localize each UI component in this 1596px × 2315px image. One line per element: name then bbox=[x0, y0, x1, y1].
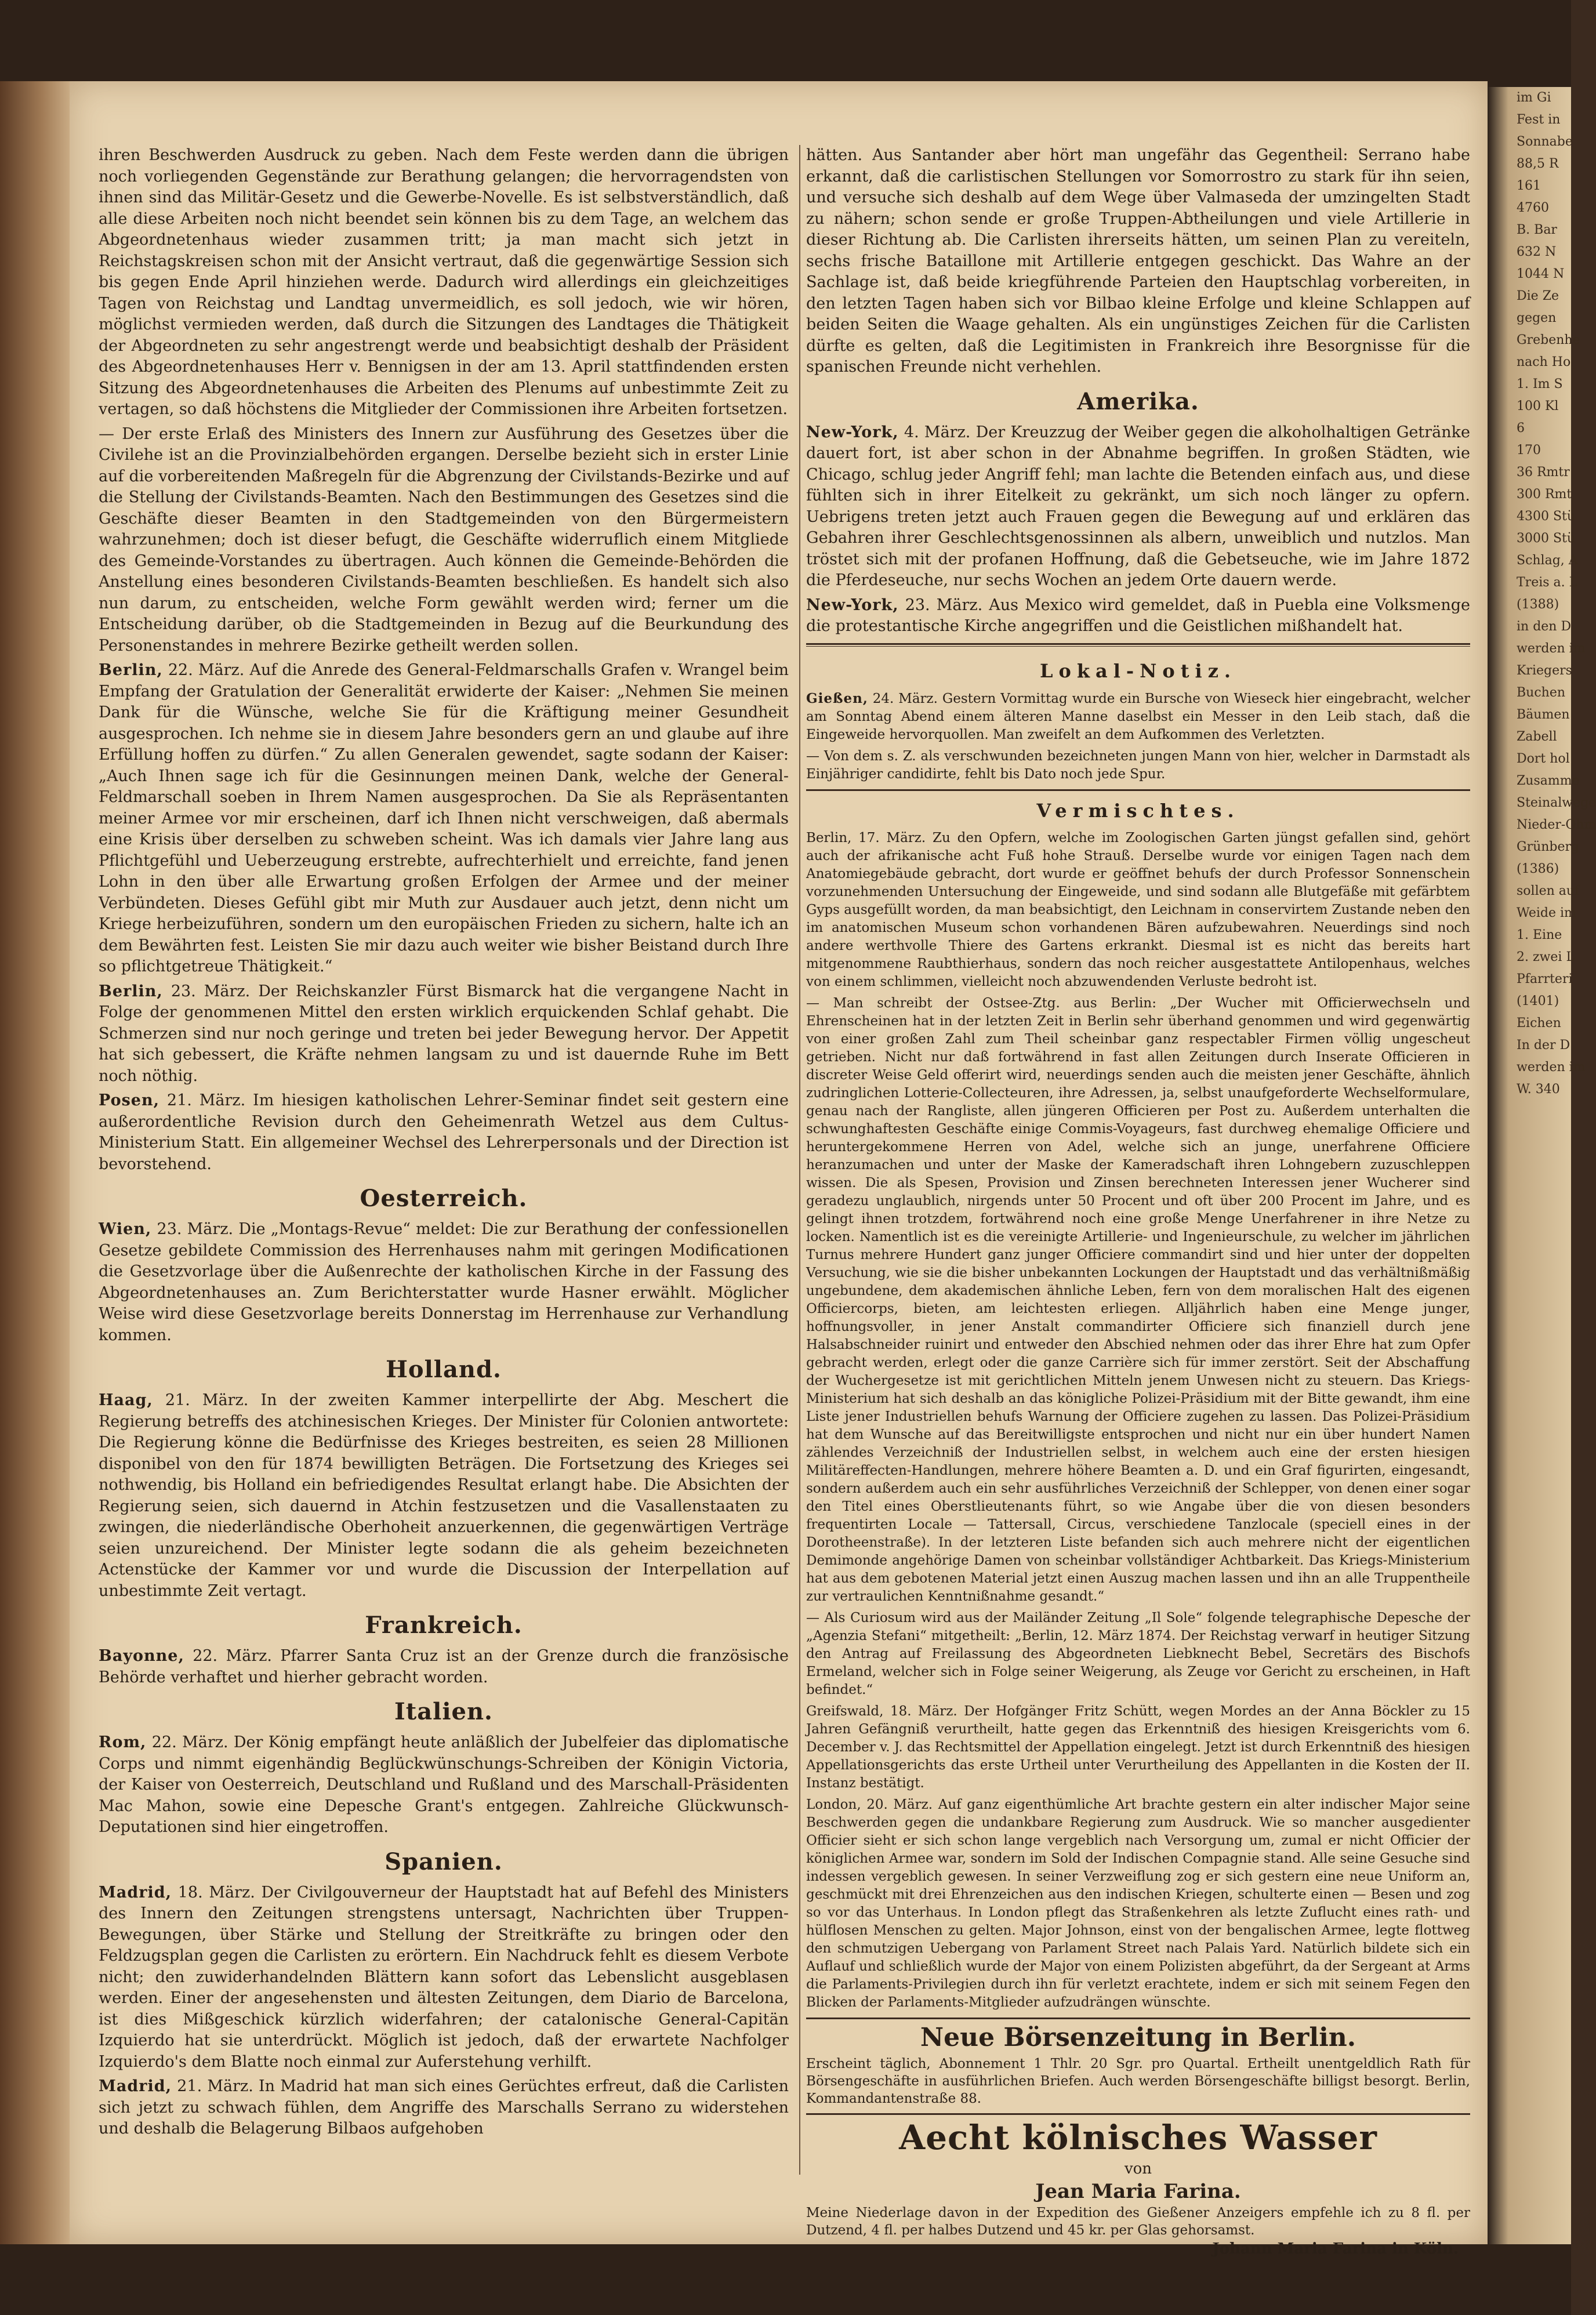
news-item-madrid-1 bbox=[99, 1882, 789, 2073]
adjacent-page-fragment: 300 Rmt bbox=[1517, 487, 1572, 502]
item-text: 22. März. Pfarrer Santa Cruz ist an der Grenze durch die französische Behörde verhaftet und hierher gebracht worden. bbox=[99, 1647, 789, 1686]
dateline: Berlin, bbox=[99, 982, 163, 1000]
dateline: Rom, bbox=[99, 1733, 147, 1751]
news-item-berlin-bismarck bbox=[99, 981, 789, 1087]
section-heading-oesterreich: Oesterreich. bbox=[360, 1185, 528, 1212]
advert-boersenzeitung-title: Neue Börsenzeitung in Berlin. bbox=[920, 2022, 1356, 2052]
news-item-bayonne bbox=[99, 1646, 789, 1688]
adjacent-page-fragment: (1386) bbox=[1517, 862, 1559, 876]
left-column bbox=[99, 145, 789, 2143]
dateline: New-York, bbox=[806, 596, 899, 614]
advert-signature: Johann Maria Farina in Köln. bbox=[1212, 2240, 1459, 2258]
dateline: Gießen, bbox=[806, 690, 868, 706]
vermischtes-greifswald: Greifswald, 18. März. Der Hofgänger Fritz Schütt, wegen Mordes an der Anna Böckler zu 15 Jahren Gefängniß verurtheilt, hatte gegen das Erkenntniß des hiesigen Kreisgerichts vom 6. December v. J. das Rechtsmittel der Appellation eingelegt. Jetzt ist durch Erkenntniß des hiesigen Appellationsgerichts das erste Urtheil unter Verurtheilung des Appellanten in die Kosten der II. Instanz bestätigt. bbox=[806, 1703, 1470, 1791]
adjacent-page-fragment: B. Bar bbox=[1517, 223, 1557, 237]
dateline: Madrid, bbox=[99, 1883, 172, 1902]
news-item-giessen-note: — Von dem s. Z. als verschwunden bezeichneten jungen Mann von hier, welcher in Darmstadt als Einjähriger candidirte, fehlt bis Dato noch jede Spur. bbox=[806, 748, 1470, 782]
news-item-newyork-2 bbox=[806, 595, 1470, 637]
adjacent-page-fragment: 1. Eine bbox=[1517, 928, 1562, 942]
adjacent-page-fragments bbox=[1488, 87, 1596, 1101]
intro-paragraph: ihren Beschwerden Ausdruck zu geben. Nach dem Feste werden dann die übrigen noch vorliegenden Gegenstände zur Berathung gelangen; die hervorragendsten von ihnen sind das Militär-Gesetz und die Gewerbe-Novelle. Es ist selbstverständlich, daß alle diese Arbeiten noch nicht beendet sein können bis zu dem Tage, an welchem das Abgeordnetenhaus wieder zusammen tritt; ja man macht sich jetzt in Reichstagskreisen schon mit der Ansicht vertraut, daß die gegenwärtige Session sich bis gegen Ende April hinziehen werde. Dadurch wird allerdings ein gleichzeitiges Tagen von Reichstag und Landtag unvermeidlich, es soll jedoch, wie wir hören, möglichst vermieden werden, daß durch die Sitzungen des Landtages die Thätigkeit der Abgeordneten zu sehr angestrengt werde und beabsichtigt deshalb der Präsident des Abgeordnetenhauses Herr v. Bennigsen in der am 13. April stattfindenden ersten Sitzung des Abgeordnetenhauses die Arbeiten des Plenums auf unbestimmte Zeit zu vertagen, so daß höchstens die Mitglieder der Commissionen ihre Arbeiten fortsetzen. bbox=[99, 146, 789, 418]
news-item-giessen bbox=[806, 690, 1470, 744]
adjacent-page-fragment: Grünberg bbox=[1517, 840, 1580, 854]
adjacent-page-fragment: nach Ho bbox=[1517, 355, 1571, 369]
adjacent-page-edge bbox=[1488, 87, 1596, 2244]
adjacent-page-fragment: werden im bbox=[1517, 641, 1586, 656]
dateline: New-York, bbox=[806, 423, 899, 441]
adjacent-page-fragment: 6 bbox=[1517, 421, 1525, 436]
adjacent-page-fragment: 4760 bbox=[1517, 201, 1549, 215]
item-text: 22. März. Auf die Anrede des General-Feldmarschalls Grafen v. Wrangel beim Empfang der Gratulation der Generalität erwiderte der Kaiser: „Nehmen Sie meinen Dank für die Wünsche, welche Sie für die Kräftigung meiner Gesundheit ausgesprochen. Ich nehme sie in diesem Jahre besonders gern an und glaube auf ihre Erfüllung hoffen zu dürfen.“ Zu allen Generalen gewendet, sagte sodann der Kaiser: „Auch Ihnen sage ich für die Gesinnungen meinen Dank, welche der General-Feldmarschall soeben in Ihrem Namen ausgesprochen. Da Sie als Repräsentanten meiner Armee vor mir erscheinen, darf ich Ihnen nicht verschweigen, daß abermals eine Krisis über derselben zu schweben scheint. Was ich damals vier Jahre lang aus Pflichtgefühl und Ueberzeugung erstrebte, aufrechterhielt und erreichte, fand jenen Lohn in den über alle Erwartung großen Erfolgen der Armee und der meiner Verbündeten. Dieses Gefühl gibt mir Muth zur Ausdauer auch jetzt, denn nicht um Kriege herbeizuführen, sondern um den europäischen Frieden zu sichern, halte ich an dem Bewährten fest. Leisten Sie mir dazu auch weiter wie bisher Beistand durch Ihre so pflichtgetreue Thätigkeit.“ bbox=[99, 661, 789, 975]
adjacent-page-fragment: Bäumen bbox=[1517, 707, 1570, 722]
adjacent-page-fragment: 632 N bbox=[1517, 245, 1557, 259]
news-item-madrid-2 bbox=[99, 2076, 789, 2140]
adjacent-page-fragment: Zusamme bbox=[1517, 774, 1580, 788]
adjacent-page-fragment: W. 340 bbox=[1517, 1082, 1560, 1097]
news-item-wien bbox=[99, 1219, 789, 1346]
vermischtes-il-sole: — Als Curiosum wird aus der Mailänder Zeitung „Il Sole“ folgende telegraphische Depesche der „Agenzia Stefani“ mitgetheilt: „Berlin, 12. März 1874. Der Reichstag verwarf in heutiger Sitzung den Antrag auf Freilassung des Abgeordneten Liebknecht Bebel, Secretärs des Bischofs Ermeland, welcher sich in Folge seiner Weigerung, als Zeuge vor Gericht zu erscheinen, in Haft befindet.“ bbox=[806, 1610, 1470, 1697]
adjacent-page-fragment: Buchen bbox=[1517, 685, 1566, 700]
adjacent-page-fragment: sollen auf bbox=[1517, 884, 1580, 898]
item-text: 18. März. Der Civilgouverneur der Hauptstadt hat auf Befehl des Ministers des Innern den Zeitungen strengstens untersagt, Nachrichten über Truppen-Bewegungen, über Stärke und Stellung der Streitkräfte zu bringen oder den Feldzugsplan gegen die Carlisten zu erörtern. Ein Nachdruck fehlt es diesem Verbote nicht; den zuwiderhandelnden Blättern kann sofort das Lebenslicht ausgeblasen werden. Einer der angesehensten und ältesten Zeitungen, dem Diario de Barcelona, ist dies Mißgeschick kürzlich widerfahren; der catalonische General-Capitän Izquierdo hat sie unterdrückt. Möglich ist jedoch, daß der erwartete Nachfolger Izquierdo's dem Blatte noch einmal zur Auferstehung verhilft. bbox=[99, 1883, 789, 2071]
adjacent-page-fragment: (1401) bbox=[1517, 994, 1559, 1008]
advert-rule bbox=[806, 2113, 1470, 2115]
section-heading-amerika: Amerika. bbox=[1077, 387, 1199, 415]
item-text: 21. März. Im hiesigen katholischen Lehrer-Seminar findet seit gestern eine außerordentliche Revision durch den Geheimenrath Wetzel aus dem Cultus-Ministerium Statt. Ein allgemeiner Wechsel des Lehrerpersonals und der Direction ist bevorstehend. bbox=[99, 1091, 789, 1173]
vermischtes-london: London, 20. März. Auf ganz eigenthümliche Art brachte gestern ein alter indischer Major seine Beschwerden gegen die undankbare Regierung zum Ausdruck. Wie so mancher ausgedienter Officier sieht er sich schon lange vergeblich nach Versorgung um, zumal er nicht Officier der königlichen Armee war, sondern im Sold der Indischen Compagnie stand. Alle seine Gesuche sind indessen vergeblich gewesen. In seiner Verzweiflung zog er sich gestern eine neue Uniform an, geschmückt mit drei Ehrenzeichen aus den indischen Kriegen, schulterte einen — Besen und zog so vor das Unterhaus. In London pflegt das Straßenkehren als letzte Zuflucht eines rath- und hülflosen Menschen zu gelten. Major Johnson, einst von der bengalischen Armee, legte flottweg den schmutzigen Uebergang von Parlament Street nach Palais Yard. Natürlich bildete sich ein Auflauf und schließlich wurde der Major von einem Polizisten abgeführt, da der Sergeant at Arms die Parlaments-Privilegien durch ihn für verletzt erachtete, indem er sich mit seinem Fegen den Blicken der Parlaments-Mitglieder aufzudrängen wünschte. bbox=[806, 1797, 1470, 2010]
adjacent-page-fragment: Nieder-Ohm bbox=[1517, 818, 1596, 832]
section-heading-frankreich: Frankreich. bbox=[365, 1612, 523, 1639]
advert-maker-name: Jean Maria Farina. bbox=[1035, 2179, 1241, 2203]
section-rule bbox=[806, 789, 1470, 791]
dateline: Bayonne, bbox=[99, 1647, 184, 1665]
dateline: Wien, bbox=[99, 1220, 152, 1238]
adjacent-page-fragment: 3000 Stü bbox=[1517, 531, 1576, 546]
advert-rule bbox=[806, 2018, 1470, 2019]
section-heading-spanien: Spanien. bbox=[385, 1848, 503, 1875]
section-heading-holland: Holland. bbox=[386, 1356, 502, 1383]
news-item-haag bbox=[99, 1390, 789, 1602]
item-text: 24. März. Gestern Vormittag wurde ein Bursche von Wieseck hier eingebracht, welcher am Sonntag Abend einem älteren Manne daselbst ein Messer in den Leib stach, daß die Eingeweide hervorquollen. Man zweifelt an dem Aufkommen des Verletzten. bbox=[806, 691, 1470, 742]
section-heading-lokal: Lokal-Notiz. bbox=[1039, 659, 1237, 682]
column-divider bbox=[799, 145, 800, 2175]
adjacent-page-fragment: 88,5 R bbox=[1517, 157, 1559, 171]
book-binding bbox=[0, 81, 70, 2244]
adjacent-page-fragment: In der D bbox=[1517, 1038, 1570, 1053]
adjacent-page-fragment: Pfarrteri bbox=[1517, 972, 1573, 986]
adjacent-page-fragment: 4300 Stü bbox=[1517, 509, 1576, 524]
adjacent-page-fragment: 161 bbox=[1517, 179, 1541, 193]
vermischtes-wucher: — Man schreibt der Ostsee-Ztg. aus Berlin: „Der Wucher mit Officierwechseln und Ehrenscheinen hat in der letzten Zeit in Berlin sehr überhand genommen und wird gegenwärtig von einer großen Zahl zum Theil scheinbar ganz respectabler Firmen völlig ungescheut getrieben. Nicht nur daß fortwährend in fast allen Zeitungen durch Inserate Officieren in discreter Weise Geld offerirt wird, neuerdings senden auch die meisten jener Geschäfte, ähnlich zudringlichen Lotterie-Collecteuren, ihre Adressen, ja, selbst unaufgeforderte Wechselformulare, genau nach der Rangliste, allen jüngeren Officieren per Post zu. Außerdem unterhalten die schwunghaftesten Geschäfte einige Commis-Voyageurs, fast durchweg ehemalige Officiere und heruntergekommene Herren von Adel, welche sich an junge, unerfahrene Officiere heranzumachen und unter der Maske der Kameradschaft ihren Lohngebern zuzuschleppen wissen. Die als Spesen, Provision und Zinsen berechneten Interessen jener Wucherer sind geradezu unglaublich, nirgends unter 50 Procent und oft über 200 Procent im Jahre, und es gelingt ihnen trotzdem, fortwährend noch eine große Menge Unerfahrener in ihre Netze zu locken. Namentlich ist es die vereinigte Artillerie- und Ingenieurschule, zu welcher im jährlichen Turnus mehrere Hundert ganz junger Officiere commandirt sind und hier unter der doppelten Versuchung, wie sie die bisher unbekannten Lockungen der Hauptstadt und das verhältnißmäßig ungebundene, dem akademischen ähnliche Leben, fern von dem moralischen Halt des eigenen Officiercorps, bieten, am leichtesten erliegen. Alljährlich haben eine Menge junger, hoffnungsvoller, in jener Anstalt commandirter Officiere sich finanziell durch jene Halsabschneider ruinirt und entweder den Abschied nehmen oder das ihrer Ehre hat zum Opfer gebracht werden, erlegt oder die ganze Carrière sich für immer zerstört. Seit der Abschaffung der Wuchergesetze ist mit gerichtlichen Mitteln jenem Unwesen nicht zu steuern. Das Kriegs-Ministerium hat sich deshalb an das königliche Polizei-Präsidium mit der Bitte gewandt, ihm eine Liste jener Industriellen behufs Warnung der Officiere zugehen zu lassen. Das Polizei-Präsidium hat dem Wunsche auf das Bereitwilligste entsprochen und nicht nur ein über hundert Namen zählendes Verzeichniß der Industriellen selbst, in welchem auch eine der ersten hiesigen Militäreffecten-Handlungen, mehrere höhere Beamten a. D. und ein Graf figurirten, eingesandt, sondern außerdem auch ein sehr ausführliches Verzeichniß der Schlepper, von denen einer sogar den Titel eines Oberstlieutenants führt, so wie Angabe über die von diesen besonders frequentirten Locale — Tattersall, Circus, verschiedene Tanzlocale (speciell eines in der Dorotheenstraße). In der letzteren Liste befanden sich auch mehrere nicht der eigentlichen Demimonde angehörige Damen von scheinbar vollständiger Achtbarkeit. Das Kriegs-Ministerium hat aus dem gebotenen Material jetzt einen Auszug machen lassen und ihn an alle Truppentheile zur vertraulichen Kenntnißnahme gesandt.“ bbox=[806, 995, 1470, 1604]
adjacent-page-fragment: Sonnabe bbox=[1517, 135, 1573, 149]
right-column bbox=[806, 145, 1470, 2259]
dateline: Posen, bbox=[99, 1091, 159, 1109]
adjacent-page-fragment: Grebenhe bbox=[1517, 333, 1580, 347]
item-text: 21. März. In Madrid hat man sich eines Gerüchtes erfreut, daß die Carlisten sich jetzt zu schwach fühlen, dem Angriffe des Marschalls Serrano zu widerstehen und deshalb die Belagerung Bilbaos aufgehoben bbox=[99, 2077, 789, 2138]
spanien-continuation: hätten. Aus Santander aber hört man ungefähr das Gegentheil: Serrano habe erkannt, daß die carlistischen Stellungen vor Somorrostro zu stark für ihn seien, und versuche sich deshalb auf dem Wege über Valmaseda der umzingelten Stadt zu nähern; schon sende er große Truppen-Abtheilungen und viele Artillerie in dieser Richtung ab. Die Carlisten ihrerseits hätten, um seinen Plan zu vereiteln, sechs frische Bataillone mit Artillerie entgegen geschickt. Das Wahre an der Sachlage ist, daß beide kriegführende Parteien den Hauptschlag vorbereiten, in den letzten Tagen haben sich vor Bilbao kleine Erfolge und kleine Schlappen auf beiden Seiten die Waage gehalten. Als ein ungünstiges Zeichen für die Carlisten dürfte es gelten, daß die Legitimisten in Frankreich ihre Besorgnisse für die spanischen Freunde nicht verhehlen. bbox=[806, 146, 1470, 376]
adjacent-page-fragment: in den D bbox=[1517, 619, 1572, 634]
item-text: 23. März. Aus Mexico wird gemeldet, daß in Puebla eine Volksmenge die protestantische Kirche angegriffen und die Geistlichen mißhandelt hat. bbox=[806, 596, 1470, 635]
civilehe-paragraph: — Der erste Erlaß des Ministers des Innern zur Ausführung des Gesetzes über die Civilehe ist an die Provinzialbehörden ergangen. Derselbe bezieht sich in erster Linie auf die vorbereitenden Maßregeln für die Abgrenzung der Civilstands-Bezirke und auf die Stellung der Civilstands-Beamten. Nach den Bestimmungen des Gesetzes sind die Geschäfte dieser Beamten in den Stadtgemeinden von den Bürgermeistern wahrzunehmen; doch ist dieser befugt, die Geschäfte widerruflich einem Mitgliede des Gemeinde-Vorstandes zu übertragen. Auch können die Gemeinde-Behörden die Anstellung eines besonderen Civilstands-Beamten beschließen. Es handelt sich also nun darum, zu entscheiden, welche Form gewählt werden wird; ferner um die Entscheidung darüber, ob die Stadtgemeinden in Bezug auf die Beurkundung des Personenstandes in mehrere Bezirke getheilt werden sollen. bbox=[99, 424, 789, 655]
adjacent-page-fragment: 170 bbox=[1517, 443, 1541, 458]
adjacent-page-fragment: Dort hol bbox=[1517, 752, 1570, 766]
adjacent-page-fragment: gegen bbox=[1517, 311, 1557, 325]
adjacent-page-fragment: Eichen bbox=[1517, 1016, 1561, 1030]
adjacent-page-fragment: 100 Kl bbox=[1517, 399, 1559, 413]
adjacent-page-fragment: Treis a. L bbox=[1517, 575, 1578, 590]
adjacent-page-fragment: 1. Im S bbox=[1517, 377, 1563, 391]
adjacent-page-fragment: Fest in bbox=[1517, 113, 1561, 127]
dateline: Berlin, bbox=[99, 661, 163, 679]
adjacent-page-fragment: Weide im bbox=[1517, 906, 1576, 920]
dateline: Madrid, bbox=[99, 2077, 172, 2095]
adjacent-page-fragment: Kriegers bbox=[1517, 663, 1572, 678]
dateline: Haag, bbox=[99, 1391, 153, 1409]
adjacent-page-fragment: Die Ze bbox=[1517, 289, 1559, 303]
vermischtes-zoo: Berlin, 17. März. Zu den Opfern, welche im Zoologischen Garten jüngst gefallen sind, gehört auch der afrikanische acht Fuß hohe Strauß. Derselbe wurde vor einigen Tagen nach dem Anatomiegebäude gebracht, dort wurde er geöffnet behufs der durch Professor Sonnenschein vorzunehmenden Untersuchung der Eingeweide, und sind sodann alle Blutgefäße mit gefärbtem Gyps ausgefüllt worden, da man beabsichtigt, den Leichnam in conservirtem Zustande neben den im anatomischen Museum schon vorhandenen Bären aufzubewahren. Neuerdings sind noch andere werthvolle Thiere des Gartens erkrankt. Diesmal ist es nicht das bereits hart mitgenommene Raubthierhaus, sondern das noch reicher ausgestattete Antilopenhaus, welches von einem schlimmen, vielleicht noch abzuwendenden Verluste bedroht ist. bbox=[806, 830, 1470, 989]
section-heading-italien: Italien. bbox=[394, 1698, 493, 1725]
section-heading-vermischtes: Vermischtes. bbox=[1036, 799, 1240, 822]
adjacent-page-fragment: werden im bbox=[1517, 1060, 1586, 1075]
item-text: 4. März. Der Kreuzzug der Weiber gegen die alkoholhaltigen Getränke dauert fort, ist aber schon in der Abnahme begriffen. In großen Städten, wie Chicago, schlug jeder Angriff fehl; man lachte die Betenden einfach aus, und diese fühlten sich in ihrer Eitelkeit zu gekränkt, um sich noch länger zu opfern. Uebrigens treten jetzt auch Frauen gegen die Bewegung auf und erklären das Gebahren ihrer Geschlechtsgenossinnen als albern, unweiblich und nutzlos. Man tröstet sich mit der profanen Hoffnung, daß die Gebetseuche, wie im Jahre 1872 die Pferdeseuche, nur sechs Wochen an jedem Orte dauern werde. bbox=[806, 423, 1470, 589]
advert-koelnisch-wasser-title: Aecht kölnisches Wasser bbox=[899, 2117, 1377, 2157]
adjacent-page-fragment: im Gi bbox=[1517, 90, 1551, 105]
adjacent-page-fragment: 36 Rmtr bbox=[1517, 465, 1570, 480]
item-text: 23. März. Die „Montags-Revue“ meldet: Die zur Berathung der confessionellen Gesetze gebildete Commission des Herrenhauses nahm mit geringen Modificationen die Gesetzvorlage über die Außenrechte der katholischen Kirche in der Fassung des Abgeordnetenhauses an. Zum Berichterstatter wurde Hasner erwählt. Möglicher Weise wird diese Gesetzvorlage bereits Donnerstag im Herrenhause zur Verhandlung kommen. bbox=[99, 1220, 789, 1344]
advert-von: von bbox=[1124, 2160, 1152, 2178]
adjacent-page-fragment: Steinalwege bbox=[1517, 796, 1596, 810]
news-item-berlin-kaiser bbox=[99, 660, 789, 978]
item-text: 23. März. Der Reichskanzler Fürst Bismarck hat die vergangene Nacht in Folge der genommenen Mittel den ersten wirklich erquickenden Schlaf gehabt. Die Schmerzen sind nur noch geringe und treten bei jeder Bewegung hervor. Der Appetit hat sich gebessert, die Kräfte nehmen langsam zu und ist dauernde Ruhe im Bett noch nöthig. bbox=[99, 982, 789, 1085]
item-text: 21. März. In der zweiten Kammer interpellirte der Abg. Meschert die Regierung betreffs des atchinesischen Krieges. Der Minister für Colonien antwortete: Die Regierung könne die Bedürfnisse des Krieges bestreiten, es seien 28 Millionen disponibel von den für 1874 bewilligten Beträgen. Die Fortsetzung des Krieges sei nothwendig, bis Holland ein befriedigendes Resultat erlangt habe. Die Absichten der Regierung seien, sich dauernd in Atchin festzusetzen und die Vasallenstaaten zu zwingen, die niederländische Oberhoheit anzuerkennen, die gegenwärtigen Verträge seien unzureichend. Der Minister legte sodann die als geheim bezeichneten Actenstücke der Kammer vor und wurde die Discussion der Interpellation auf unbestimmte Zeit vertagt. bbox=[99, 1391, 789, 1600]
advert-koelnisch-wasser-text: Meine Niederlage davon in der Expedition des Gießener Anzeigers empfehle ich zu 8 fl. per Dutzend, 4 fl. per halbes Dutzend und 45 kr. per Glas gehorsamst. bbox=[806, 2205, 1470, 2238]
news-item-rom bbox=[99, 1732, 789, 1838]
news-item-newyork-1 bbox=[806, 422, 1470, 592]
adjacent-page-fragment: Schlag, A bbox=[1517, 553, 1578, 568]
section-rule bbox=[806, 643, 1470, 645]
section-rule-thin bbox=[806, 646, 1470, 647]
item-text: 22. März. Der König empfängt heute anläßlich der Jubelfeier das diplomatische Corps und nimmt eigenhändig Beglückwünschungs-Schreiben der Königin Victoria, der Kaiser von Oesterreich, Deutschland und Rußland und des Marschall-Präsidenten Mac Mahon, sowie eine Depesche Grant's entgegen. Zahlreiche Glückwunsch-Deputationen sind hier eingetroffen. bbox=[99, 1733, 789, 1836]
adjacent-page-fragment: 2. zwei L bbox=[1517, 950, 1575, 964]
adjacent-page-fragment: 1044 N bbox=[1517, 267, 1565, 281]
advert-boersenzeitung-text: Erscheint täglich, Abonnement 1 Thlr. 20 Sgr. pro Quartal. Ertheilt unentgeldlich Rath für Börsengeschäfte in ausführlichen Briefen. Auch werden Börsengeschäfte billigst besorgt. Berlin, Kommandantenstraße 88. bbox=[806, 2056, 1470, 2106]
adjacent-page-fragment: Zabell bbox=[1517, 730, 1557, 744]
adjacent-page-fragment: (1388) bbox=[1517, 597, 1559, 612]
news-item-posen bbox=[99, 1090, 789, 1175]
